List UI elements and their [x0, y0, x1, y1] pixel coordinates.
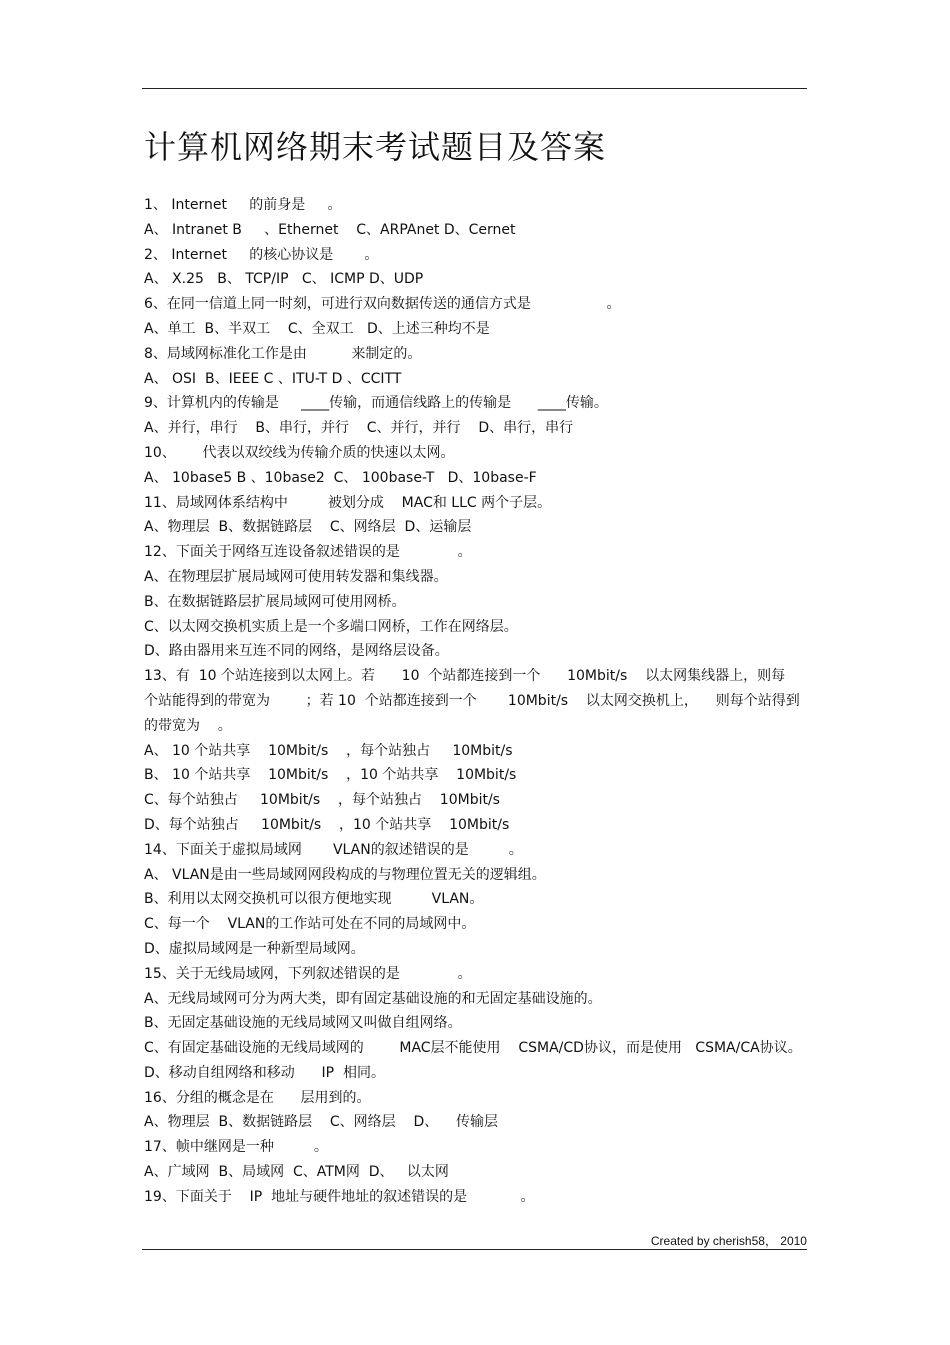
text-line: B、 10 个站共享 10Mbit/s ，10 个站共享 10Mbit/s — [144, 767, 517, 784]
header-rule — [142, 88, 807, 89]
text-line: 10、 代表以双绞线为传输介质的快速以太网。 — [144, 444, 455, 461]
text-line: A、物理层 B、数据链路层 C、网络层 D、运输层 — [144, 519, 472, 536]
text-line: A、 X.25 B、 TCP/IP C、 ICMP D、UDP — [144, 271, 424, 288]
document-title: 计算机网络期末考试题目及答案 — [144, 128, 607, 166]
text-line: 9、计算机内的传输是 ____传输，而通信线路上的传输是 ____传输。 — [144, 395, 608, 412]
text-line: A、广域网 B、局域网 C、ATM网 D、 以太网 — [144, 1164, 449, 1181]
text-line: A、物理层 B、数据链路层 C、网络层 D、 传输层 — [144, 1114, 499, 1131]
footer-credit: Created by cherish58， 2010 — [650, 1234, 807, 1248]
text-line: 13、有 10 个站连接到以太网上。若 10 个站都连接到一个 10Mbit/s 以太网集线器上，则每 — [144, 668, 786, 685]
text-line: A、在物理层扩展局域网可使用转发器和集线器。 — [144, 568, 448, 585]
text-line: 14、下面关于虚拟局域网 VLAN的叙述错误的是 。 — [144, 841, 523, 858]
text-line: D、虚拟局域网是一种新型局域网。 — [144, 940, 365, 957]
text-line: 的带宽为 。 — [144, 717, 232, 734]
text-line: C、每一个 VLAN的工作站可处在不同的局域网中。 — [144, 916, 476, 933]
text-line: D、移动自组网络和移动 IP 相同。 — [144, 1064, 385, 1081]
text-line: B、在数据链路层扩展局域网可使用网桥。 — [144, 593, 406, 610]
text-line: B、无固定基础设施的无线局域网又叫做自组网络。 — [144, 1015, 462, 1032]
text-line: 19、下面关于 IP 地址与硬件地址的叙述错误的是 。 — [144, 1188, 535, 1205]
question-list — [144, 193, 812, 1210]
text-line: 17、帧中继网是一种 。 — [144, 1139, 328, 1156]
text-line: A、 Intranet B 、Ethernet C、ARPAnet D、Cernet — [144, 221, 516, 238]
text-line: 8、局域网标准化工作是由 来制定的。 — [144, 345, 422, 362]
text-line: A、并行，串行 B、串行，并行 C、并行，并行 D、串行，串行 — [144, 420, 574, 437]
text-line: 个站能得到的带宽为 ；若 10 个站都连接到一个 10Mbit/s 以太网交换机上， 则每个站得到 — [144, 692, 800, 709]
text-line: 11、局域网体系结构中 被划分成 MAC和 LLC 两个子层。 — [144, 494, 552, 511]
text-line: C、有固定基础设施的无线局域网的 MAC层不能使用 CSMA/CD协议，而是使用 CSMA/CA协议。 — [144, 1040, 802, 1057]
text-line: A、无线局域网可分为两大类，即有固定基础设施的和无固定基础设施的。 — [144, 990, 602, 1007]
text-line: 1、 Internet 的前身是 。 — [144, 197, 342, 213]
text-line: A、 OSI B、IEEE C 、ITU-T D 、CCITT — [144, 370, 402, 387]
text-line: A、 10base5 B 、10base2 C、 100base-T D、10base-F — [144, 469, 537, 486]
text-line: A、单工 B、半双工 C、全双工 D、上述三种均不是 — [144, 320, 490, 337]
text-line: C、以太网交换机实质上是一个多端口网桥，工作在网络层。 — [144, 618, 518, 635]
text-line: A、 10 个站共享 10Mbit/s ，每个站独占 10Mbit/s — [144, 742, 513, 759]
footer-rule — [142, 1249, 807, 1250]
text-line: 2、 Internet 的核心协议是 。 — [144, 246, 379, 263]
text-line: D、每个站独占 10Mbit/s ，10 个站共享 10Mbit/s — [144, 816, 510, 833]
text-line: 12、下面关于网络互连设备叙述错误的是 。 — [144, 544, 472, 561]
text-line: 6、在同一信道上同一时刻，可进行双向数据传送的通信方式是 。 — [144, 296, 621, 313]
text-line: B、利用以太网交换机可以很方便地实现 VLAN。 — [144, 891, 484, 908]
text-line: 15、关于无线局域网，下列叙述错误的是 。 — [144, 965, 472, 982]
text-line: C、每个站独占 10Mbit/s ，每个站独占 10Mbit/s — [144, 792, 500, 809]
text-line: A、 VLAN是由一些局域网网段构成的与物理位置无关的逻辑组。 — [144, 866, 546, 883]
text-line: 16、分组的概念是在 层用到的。 — [144, 1089, 371, 1106]
text-line: D、路由器用来互连不同的网络，是网络层设备。 — [144, 643, 449, 660]
